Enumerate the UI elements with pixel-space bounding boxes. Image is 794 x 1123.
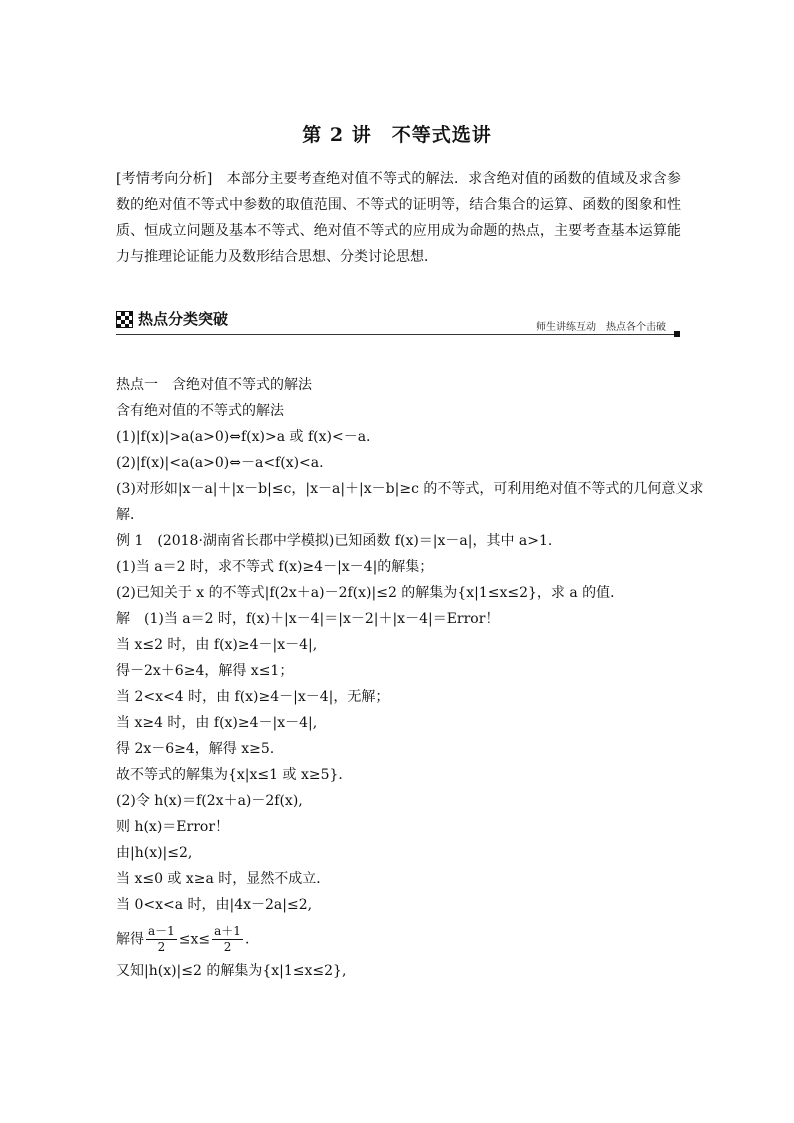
fraction-denominator: 2 (157, 940, 166, 954)
fraction-line (116, 918, 681, 958)
text-line: (1)|f(x)|>a(a>0)⇔f(x)>a 或 f(x)<－a. (116, 429, 371, 445)
section-title: 热点分类突破 (138, 310, 229, 328)
text-line: 得 2x－6≥4，解得 x≥5. (116, 741, 275, 757)
text-line: (2)|f(x)|<a(a>0)⇔－a<f(x)<a. (116, 455, 324, 471)
fraction-middle: ≤x≤ (178, 931, 211, 948)
text-line: 当 2<x<4 时，由 f(x)≥4－|x－4|，无解； (116, 689, 390, 705)
section-divider (116, 334, 674, 335)
text-line: 解． (116, 507, 144, 523)
text-line: 热点一 含绝对值不等式的解法 (116, 377, 312, 393)
text-line: (2)已知关于 x 的不等式|f(2x＋a)－2f(x)|≤2 的解集为{x|1≤x≤2}，求 a 的值． (116, 585, 625, 601)
analysis-intro: [考情考向分析] 本部分主要考查绝对值不等式的解法．求含绝对值的函数的值域及求含参数的绝对值不等式中参数的取值范围、不等式的证明等，结合集合的运算、函数的图象和性质、恒成立问题及基本不等式、绝对值不等式的应用成为命题的热点，主要考查基本运算能力与推理论证能力及数形结合思想、分类讨论思想． (116, 171, 681, 265)
section-header (116, 308, 680, 336)
fraction-numerator: a＋1 (214, 924, 241, 938)
text-line: 又知|h(x)|≤2 的解集为{x|1≤x≤2}, (116, 963, 347, 979)
text-line: 由|h(x)|≤2, (116, 845, 193, 861)
fraction-prefix: 解得 (116, 931, 144, 948)
section-subtitle: 师生讲练互动 热点各个击破 (536, 322, 666, 333)
text-line: 例 1 (2018·湖南省长郡中学模拟)已知函数 f(x)＝|x－a|，其中 a>1. (116, 533, 553, 549)
text-line: (2)令 h(x)＝f(2x＋a)－2f(x), (116, 793, 303, 809)
text-line: 当 x≤0 或 x≥a 时，显然不成立． (116, 871, 331, 887)
text-line: 解 (1)当 a＝2 时，f(x)＋|x－4|＝|x－2|＋|x－4|＝Error！ (116, 611, 500, 627)
text-line: 当 x≥4 时，由 f(x)≥4－|x－4|, (116, 715, 318, 731)
checker-square-icon (116, 311, 133, 328)
text-line: (1)当 a＝2 时，求不等式 f(x)≥4－|x－4|的解集； (116, 559, 434, 575)
fraction-right (212, 924, 243, 955)
text-line: 当 x≤2 时，由 f(x)≥4－|x－4|, (116, 637, 318, 653)
text-line: 得－2x＋6≥4，解得 x≤1； (116, 663, 294, 679)
fraction-suffix: . (244, 931, 250, 948)
text-line: 含有绝对值的不等式的解法 (116, 403, 284, 419)
content-body (116, 372, 704, 984)
fraction-numerator: a－1 (148, 924, 175, 938)
lecture-title: 第 2 讲 不等式选讲 (302, 124, 492, 146)
text-line: 故不等式的解集为{x|x≤1 或 x≥5}． (116, 767, 353, 783)
text-line: 当 0<x<a 时，由|4x－2a|≤2, (116, 897, 313, 913)
divider-end-square-icon (674, 331, 680, 337)
text-line: (3)对形如|x－a|＋|x－b|≤c，|x－a|＋|x－b|≥c 的不等式，可利用绝对值不等式的几何意义求 (116, 481, 704, 497)
fraction-denominator: 2 (223, 940, 232, 954)
fraction-left (146, 924, 177, 955)
text-line: 则 h(x)＝Error！ (116, 819, 230, 835)
